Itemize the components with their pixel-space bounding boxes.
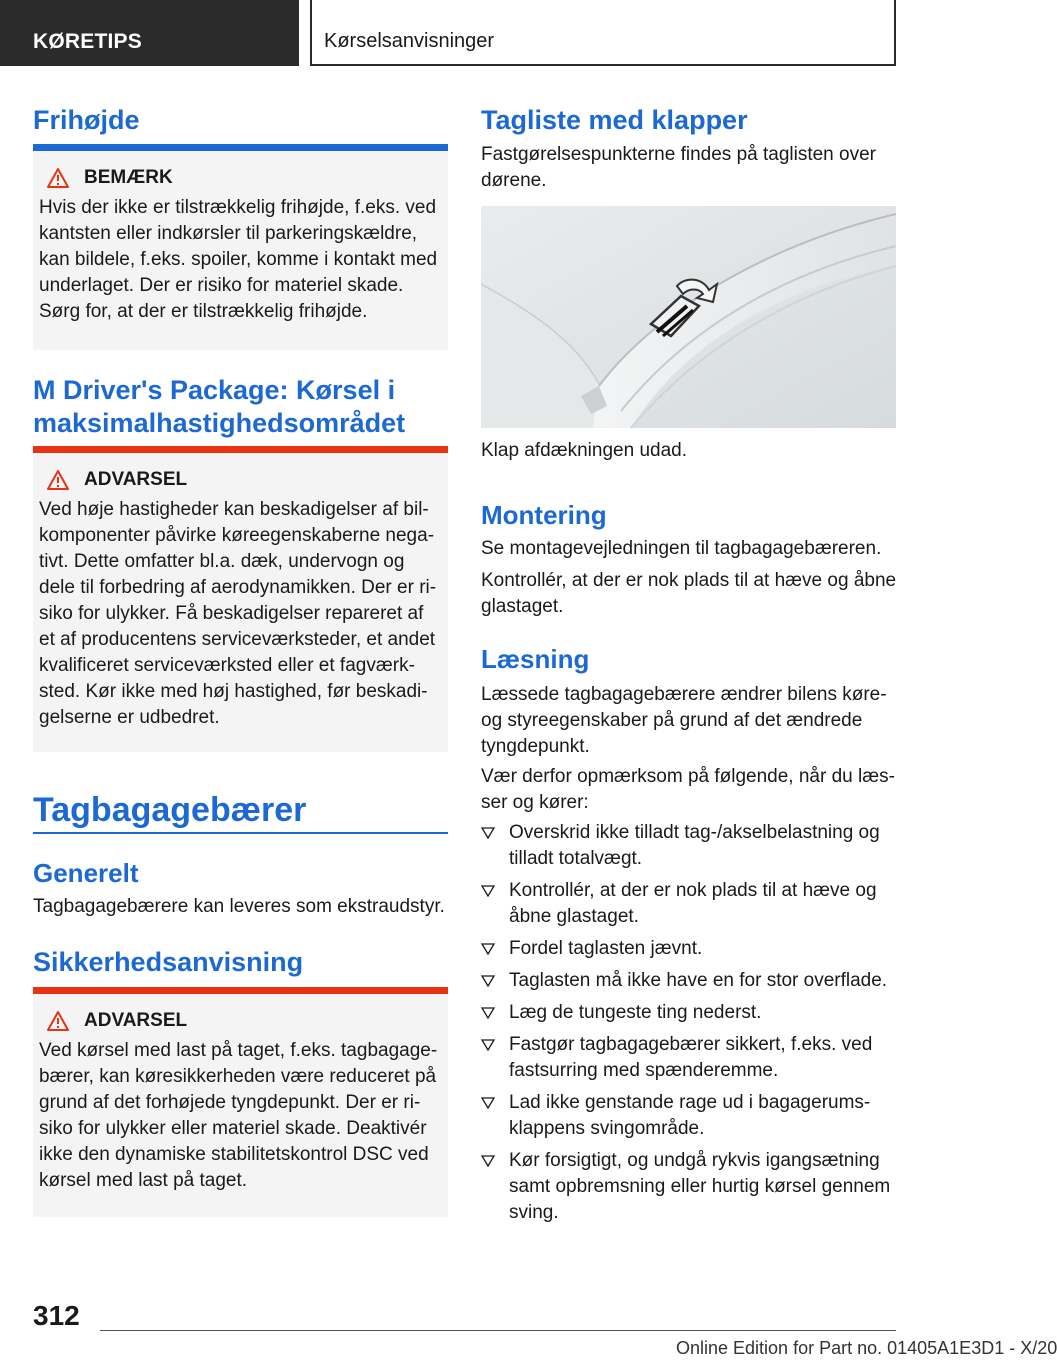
triangle-bullet-icon xyxy=(481,1097,495,1109)
warning-label-load: ADVARSEL xyxy=(84,1010,188,1031)
triangle-bullet-icon xyxy=(481,975,495,987)
page-header xyxy=(0,0,960,66)
loading-checklist xyxy=(481,820,897,1232)
edition-note: Online Edition for Part no. 01405A1E3D1 - X/20 xyxy=(676,1338,1057,1358)
note-box xyxy=(33,144,448,350)
tagliste-text: Fastgørelsespunkterne findes på taglisten over dørene. xyxy=(481,144,876,191)
list-item: Kør forsigtigt, og undgå rykvis igangsætning samt opbremsning eller hurtig kørsel gennem sving. xyxy=(481,1148,897,1226)
warning-label-speed: ADVARSEL xyxy=(84,469,188,490)
chapter-tab xyxy=(310,0,896,66)
roof-rail-illustration xyxy=(481,206,896,428)
triangle-bullet-icon xyxy=(481,1039,495,1051)
generelt-heading: Generelt xyxy=(33,858,139,888)
warning-title-load xyxy=(39,1008,438,1034)
section-label: KØRETIPS xyxy=(33,30,142,53)
tagbagage-heading: Tagbagagebærer xyxy=(33,791,307,829)
list-item: Fordel taglasten jævnt. xyxy=(481,936,897,962)
heading-rule xyxy=(33,832,448,834)
note-text: Hvis der ikke er tilstrækkelig frihøjde, f.eks. ved kantsten eller indkørsler til parkeringskældre, kan bildele, f.eks. spoiler, komme i kontakt med underlaget. Der er risiko for materiel skade. Sørg for, at der er tilstrækkelig frihøjde. xyxy=(39,197,438,322)
laesning-text-1: Læssede tagbagagebærere ændrer bilens køreog styreegenskaber på grund af det ændrede tyngdepunkt. xyxy=(481,684,887,757)
triangle-bullet-icon xyxy=(481,1155,495,1167)
note-label: BEMÆRK xyxy=(84,167,173,188)
chapter-label: Kørselsanvisninger xyxy=(324,30,495,52)
mdriver-heading: M Driver's Package: Kørsel i maksimalhastighedsområdet xyxy=(33,375,406,438)
tagliste-heading: Tagliste med klapper xyxy=(481,105,748,135)
footer-rule xyxy=(100,1330,896,1331)
montering-text-1: Se montagevejledningen til tagbagagebæreren. xyxy=(481,538,882,559)
generelt-text: Tagbagagebærere kan leveres som ekstraudstyr. xyxy=(33,896,445,917)
warning-box-load xyxy=(33,987,448,1217)
laesning-heading: Læsning xyxy=(481,644,590,674)
roof-rail-photo xyxy=(481,206,896,428)
warning-box-speed xyxy=(33,446,448,752)
frihojde-heading: Frihøjde xyxy=(33,105,140,135)
list-item: Taglasten må ikke have en for stor overflade. xyxy=(481,968,897,994)
warning-title-speed xyxy=(39,467,438,493)
montering-heading: Montering xyxy=(481,500,607,530)
photo-caption: Klap afdækningen udad. xyxy=(481,440,687,461)
montering-text-2: Kontrollér, at der er nok plads til at hæve og åbne glastaget. xyxy=(481,570,897,617)
warning-triangle-icon xyxy=(47,1011,69,1031)
list-item: Fastgør tagbagagebærer sikkert, f.eks. ved fastsurring med spænderemme. xyxy=(481,1032,897,1084)
sikkerhed-heading: Sikkerhedsanvisning xyxy=(33,947,304,977)
triangle-bullet-icon xyxy=(481,943,495,955)
triangle-bullet-icon xyxy=(481,885,495,897)
section-tab xyxy=(0,0,299,66)
warning-triangle-icon xyxy=(47,470,69,490)
list-item: Læg de tungeste ting nederst. xyxy=(481,1000,897,1026)
warning-triangle-icon xyxy=(47,168,69,188)
warning-text-speed: Ved høje hastigheder kan beskadigelser af bilkomponenter påvirke køreegenskaberne negativt. Dette omfatter bl.a. dæk, undervogn og dele til forbedring af aerodynamikken. Der er risiko for ulykker. Få beskadigelser repareret af et af producentens serviceværksteder, et andet kvalificeret serviceværksted eller et fagværksted. Kør ikke med høj hastighed, før beskadigelserne er udbedret. xyxy=(39,499,437,728)
page-number: 312 xyxy=(33,1300,80,1331)
list-item: Lad ikke genstande rage ud i bagagerumsklappens svingområde. xyxy=(481,1090,897,1142)
list-item: Kontrollér, at der er nok plads til at hæve og åbne glastaget. xyxy=(481,878,897,930)
laesning-text-2: Vær derfor opmærksom på følgende, når du læsser og kører: xyxy=(481,766,895,813)
list-item: Overskrid ikke tilladt tag-/akselbelastning og tilladt totalvægt. xyxy=(481,820,897,872)
note-title xyxy=(39,165,438,191)
warning-text-load: Ved kørsel med last på taget, f.eks. tagbagagebærer, kan køresikkerheden være reduceret på grund af det forhøjede tyngdepunkt. Der er risiko for ulykker eller materiel skade. Deaktivér ikke den dynamiske stabilitetskontrol DSC ved kørsel med last på taget. xyxy=(39,1040,438,1191)
triangle-bullet-icon xyxy=(481,827,495,839)
triangle-bullet-icon xyxy=(481,1007,495,1019)
